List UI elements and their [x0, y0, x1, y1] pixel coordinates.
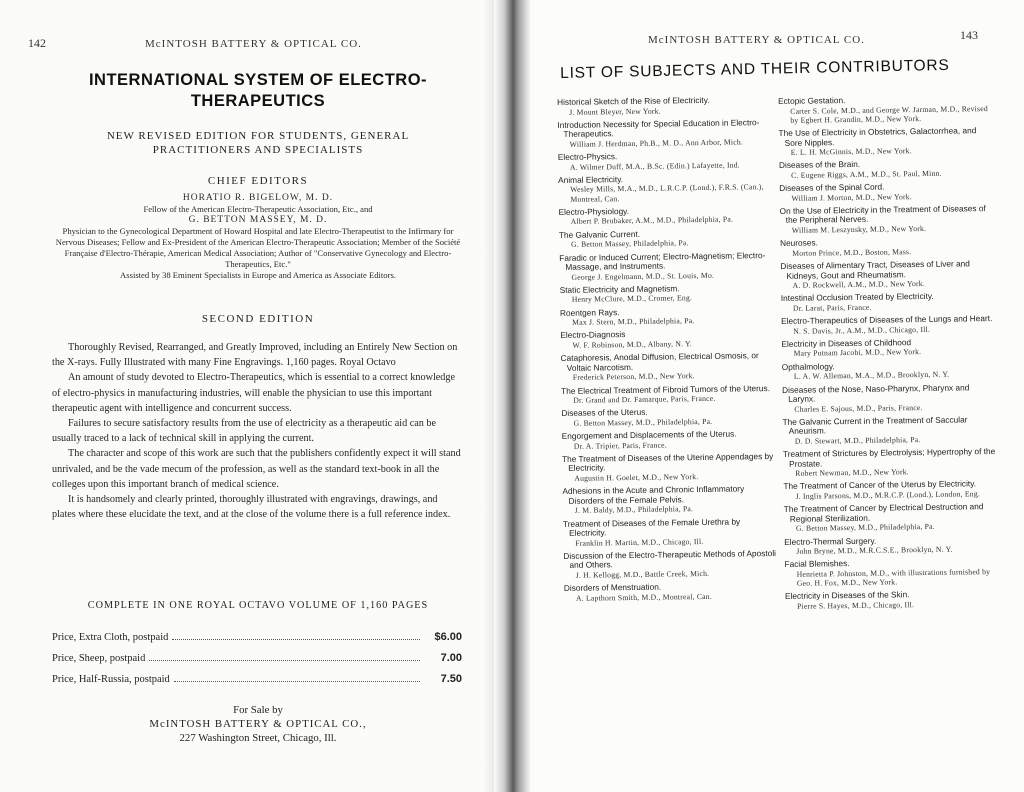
contributor-name: N. S. Davis, Jr., A.M., M.D., Chicago, Ill. [793, 324, 931, 336]
subjects-column-left [557, 95, 780, 607]
volume-note: COMPLETE IN ONE ROYAL OCTAVO VOLUME OF 1,160 PAGES [87, 600, 429, 611]
subject-title: Facial Blemishes. [784, 558, 850, 570]
subject-entry [780, 259, 996, 290]
contributor-name: A. Wilmer Duff, M.A., B.Sc. (Edin.) Lafayette, Ind. [569, 160, 740, 172]
subject-entry [562, 484, 778, 515]
right-page [530, 0, 1024, 792]
subject-title: Faradic or Induced Current; Electro-Magnetism; Electro-Massage, and Instruments. [559, 249, 766, 272]
subject-title: Treatment of Diseases of the Female Urethra by Electricity. [562, 516, 741, 538]
subject-entry [562, 452, 778, 483]
sale-address: 227 Washington Street, Chicago, Ill. [179, 732, 337, 744]
subject-entry [782, 415, 998, 446]
subject-title: Electro-Thermal Surgery. [784, 535, 877, 547]
contributor-name: Wesley Mills, M.A., M.D., L.R.C.P. (Lond.), F.R.S. (Can.), Montreal, Can. [570, 182, 764, 204]
contributor-name: Carter S. Cole, M.D., and George W. Jarman, M.D., Revised by Egbert H. Grandin, M.D., New York. [790, 103, 988, 125]
contributor-name: John Bryne, M.D., M.R.C.S.E., Brooklyn, N. Y. [796, 544, 953, 556]
subject-entry [564, 581, 780, 603]
price-label: Price, Half-Russia, postpaid [52, 674, 170, 685]
subject-entry [562, 429, 778, 451]
subject-entry [785, 589, 1001, 611]
book-subtitle: NEW REVISED EDITION FOR STUDENTS, GENERAL PRACTITIONERS AND SPECIALISTS [106, 130, 410, 156]
sale-block [60, 703, 456, 745]
subject-entry [781, 314, 997, 336]
subject-title: Historical Sketch of the Rise of Electricity. [556, 94, 710, 107]
contributor-name: Morton Prince, M.D., Boston, Mass. [792, 246, 912, 258]
subject-entry [781, 291, 997, 313]
subject-entry [560, 328, 776, 350]
page-number: 142 [28, 36, 46, 50]
edition-heading: SECOND EDITION [201, 313, 315, 325]
page-number: 143 [960, 28, 978, 42]
contributor-name: Pierre S. Hayes, M.D., Chicago, Ill. [797, 600, 915, 611]
editor-name: HORATIO R. BIGELOW, M. D. [182, 193, 334, 203]
price-row [52, 631, 462, 652]
contributor-name: Dr. Larat, Paris, France. [792, 302, 872, 313]
subject-title: Neuroses. [779, 237, 818, 249]
contributor-name: G. Betton Massey, M.D., Philadelphia, Pa. [795, 522, 935, 534]
subject-title: The Treatment of Cancer of the Uterus by Electricity. [783, 478, 977, 492]
paragraph: It is handsomely and clearly printed, thoroughly illustrated with engravings, drawings, and plates where these elucidate the text, and at the close of the volume there is a full reference index. [52, 494, 451, 521]
subject-title: The Use of Electricity in Obstetrics, Galactorrhea, and Sore Nipples. [778, 125, 977, 148]
book-spine-gutter [494, 0, 534, 792]
subject-title: Opthalmology. [781, 361, 835, 372]
subject-entry [557, 118, 773, 149]
subject-entry [558, 150, 774, 172]
subject-title: On the Use of Electricity in the Treatment of Diseases of the Peripheral Nerves. [779, 203, 986, 226]
contributor-name: Mary Putnam Jacobi, M.D., New York. [793, 347, 922, 359]
paragraph: Thoroughly Revised, Rearranged, and Greatly Improved, including an Entirely New Section on the X-rays. Fully Illustrated with many Fine Engravings. 1,160 pages. Royal Octavo [52, 342, 458, 369]
subject-title: Electro-Physics. [557, 151, 618, 163]
contributor-name: E. L. H. McGinnis, M.D., New York. [790, 146, 912, 157]
subject-entry [780, 204, 996, 235]
subject-entry [782, 383, 998, 414]
contributor-name: A. D. Rockwell, A.M., M.D., New York. [792, 279, 926, 290]
contributor-name: Charles E. Sajous, M.D., Paris, France. [794, 402, 923, 414]
price-value: 7.50 [440, 673, 462, 685]
contributor-name: Max J. Stern, M.D., Philadelphia, Pa. [572, 316, 695, 327]
subject-title: Cataphoresis, Anodal Diffusion, Electrical Osmosis, or Voltaic Narcotism. [560, 350, 759, 373]
contributor-name: Augustin H. Goelet, M.D., New York. [574, 472, 699, 483]
contributors-title: LIST OF SUBJECTS AND THEIR CONTRIBUTORS [560, 56, 950, 82]
paragraph: Failures to secure satisfactory results from the use of electricity as a therapeutic aid can be usually traced to a lack of technical skill in applying the current. [52, 418, 437, 445]
sale-line: For Sale by [233, 704, 283, 716]
leader-dots [174, 681, 420, 682]
subject-entry [782, 360, 998, 382]
subject-title: Diseases of Alimentary Tract, Diseases of Liver and Kidneys, Gout and Rheumatism. [780, 258, 970, 281]
subjects-column-right [778, 94, 1001, 615]
subject-entry [561, 406, 777, 428]
contributor-name: G. Betton Massey, M.D., Philadelphia, Pa. [573, 416, 713, 428]
subject-entry [561, 384, 777, 406]
contributor-name: Albert P. Brubaker, A.M., M.D., Philadelphia, Pa. [570, 215, 734, 227]
subject-entry [784, 534, 1000, 556]
subject-title: Static Electricity and Magnetism. [559, 283, 680, 295]
contributor-name: Frederick Peterson, M.D., New York. [572, 371, 695, 383]
subject-entry [559, 228, 775, 250]
subject-title: Discussion of the Electro-Therapeutic Methods of Apostoli and Others. [563, 547, 777, 571]
contributor-name: William J. Herdman, Ph.B., M. D., Ann Arbor, Mich. [569, 137, 744, 149]
contributor-name: J. Inglis Parsons, M.D., M.R.C.P. (Lond.), London, Eng. [795, 489, 981, 501]
contributor-name: William J. Morton, M.D., New York. [791, 191, 912, 203]
contributor-name: Henry McClure, M.D., Cromer, Eng. [571, 293, 693, 305]
subject-title: Adhesions in the Acute and Chronic Inflammatory Disorders of the Female Pelvis. [562, 483, 745, 506]
price-value: 7.00 [440, 652, 462, 664]
price-label: Price, Extra Cloth, postpaid [52, 632, 169, 643]
subject-entry [563, 549, 779, 580]
paragraph: The character and scope of this work are such that the publishers confidently expect it will stand unrivaled, and be the vade mecum of the profession, as well as the standard text-book in all the colleges upon this important branch of medical science. [52, 448, 461, 490]
subject-entry [784, 502, 1000, 533]
left-page [0, 0, 506, 792]
subject-title: The Treatment of Cancer by Electrical Destruction and Regional Sterilization. [783, 501, 984, 524]
subject-entry [780, 236, 996, 258]
subject-entry [559, 251, 775, 282]
subject-title: Diseases of the Brain. [778, 159, 861, 171]
leader-dots [172, 639, 420, 640]
price-list [52, 631, 462, 694]
subject-entry [778, 126, 994, 157]
subject-entry [779, 181, 995, 203]
subject-entry [561, 351, 777, 382]
subject-entry [781, 337, 997, 359]
contributor-name: William M. Leszynsky, M.D., New York. [791, 223, 927, 235]
subject-title: Treatment of Strictures by Electrolysis; Hypertrophy of the Prostate. [782, 446, 996, 469]
running-head: McINTOSH BATTERY & OPTICAL CO. [145, 38, 362, 50]
book-title: INTERNATIONAL SYSTEM OF ELECTRO-THERAPEUTICS [88, 71, 428, 110]
subject-entry [557, 95, 773, 117]
contributor-name: George J. Engelmann, M.D., St. Louis, Mo. [571, 270, 715, 282]
subject-title: Electro-Diagnosis [560, 329, 626, 341]
contributor-name: Robert Newman, M.D., New York. [795, 467, 909, 478]
subject-title: Electricity in Diseases of the Skin. [784, 589, 910, 602]
subject-entry [558, 173, 774, 204]
editor-description: Physician to the Gynecological Department of Howard Hospital and late Electro-Therapeutist to the Infirmary for Nervous Diseases; Fellow and Ex-President of the American Electro-Therapeutic Association; Member of the Société Française d'Electro-Thérapie, American Medical Association; Author of "Conservative Gynecology and Electro-Therapeutics, Etc." [55, 226, 461, 269]
subject-title: Engorgement and Displacements of the Uterus. [561, 428, 737, 442]
subject-title: The Treatment of Diseases of the Uterine Appendages by Electricity. [561, 450, 774, 474]
contributor-name: L. A. W. Alleman, M.A., M.D., Brooklyn, N. Y. [793, 369, 950, 382]
contributor-name: A. Lapthorn Smith, M.D., Montreal, Can. [575, 591, 712, 603]
price-value: $6.00 [434, 631, 462, 643]
contributor-name: J. H. Kellogg, M.D., Battle Creek, Mich. [575, 568, 710, 580]
contributor-name: Franklin H. Martin, M.D., Chicago, Ill. [575, 536, 704, 548]
contributor-name: D. D. Stewart, M.D., Philadelphia, Pa. [794, 434, 921, 446]
contributor-name: Dr. A. Tripier, Paris, France. [573, 440, 667, 451]
subject-entry [560, 283, 776, 305]
contributor-name: W. F. Robinson, M.D., Albany, N. Y. [572, 339, 692, 350]
contributor-name: G. Betton Massey, Philadelphia, Pa. [570, 238, 689, 250]
subject-entry [783, 479, 999, 501]
paragraph: An amount of study devoted to Electro-Therapeutics, which is essential to a correct knowledge of electro-physics in manufacturing industries, will enable the physician to use this important therapeutic agent with intelligence and concurrent success. [52, 372, 456, 414]
contributor-name: Henrietta P. Johnston, M.D., with illustrations furnished by Geo. H. Fox, M.D., New York. [796, 566, 991, 588]
subject-title: The Galvanic Current. [558, 228, 641, 240]
subject-entry [560, 306, 776, 328]
subject-title: Diseases of the Uterus. [561, 407, 648, 419]
subject-entry [778, 94, 994, 125]
subject-entry [563, 516, 779, 547]
description-body [52, 340, 462, 522]
subject-title: Ectopic Gestation. [777, 95, 846, 106]
leader-dots [149, 660, 420, 661]
contributor-name: J. Mount Bleyer, New York. [569, 106, 661, 117]
assisted-by-note: Assisted by 38 Eminent Specialists in Europe and America as Associate Editors. [120, 270, 396, 280]
subject-title: Animal Electricity. [558, 173, 624, 185]
contributor-name: J. M. Baldy, M.D., Philadelphia, Pa. [574, 504, 694, 516]
subject-title: Diseases of the Spinal Cord. [779, 181, 885, 194]
subject-entry [783, 447, 999, 478]
price-label: Price, Sheep, postpaid [52, 653, 146, 664]
subject-title: The Galvanic Current in the Treatment of Saccular Aneurism. [782, 414, 968, 437]
subject-entry [784, 557, 1000, 588]
subject-entry [779, 158, 995, 180]
subject-title: Electro-Therapeutics of Diseases of the Lungs and Heart. [781, 313, 993, 327]
price-row [52, 673, 462, 694]
contributor-name: Dr. Grand and Dr. Famarque, Paris, France. [573, 393, 716, 405]
editors-block [52, 193, 464, 281]
subject-title: Intestinal Occlusion Treated by Electricity. [780, 291, 934, 304]
subject-title: Roentgen Rays. [559, 306, 620, 318]
contributor-name: C. Eugene Riggs, A.M., M.D., St. Paul, Minn. [791, 168, 942, 180]
subject-entry [559, 205, 775, 227]
subject-title: Diseases of the Nose, Naso-Pharynx, Pharynx and Larynx. [782, 381, 970, 404]
price-row [52, 652, 462, 673]
subject-title: Electricity in Diseases of Childhood [781, 337, 912, 349]
subject-title: Introduction Necessity for Special Education in Electro-Therapeutics. [557, 116, 760, 140]
subject-title: Electro-Physiology. [558, 205, 630, 217]
subject-title: Disorders of Menstruation. [563, 581, 662, 594]
editor-name: G. BETTON MASSEY, M. D. [188, 215, 328, 225]
editor-description: Fellow of the American Electro-Therapeutic Association, Etc., and [143, 204, 373, 214]
subject-title: The Electrical Treatment of Fibroid Tumors of the Uterus. [561, 382, 771, 396]
chief-editors-heading: CHIEF EDITORS [207, 175, 309, 187]
running-head: McINTOSH BATTERY & OPTICAL CO. [648, 34, 865, 46]
sale-company: McINTOSH BATTERY & OPTICAL CO., [149, 718, 367, 730]
